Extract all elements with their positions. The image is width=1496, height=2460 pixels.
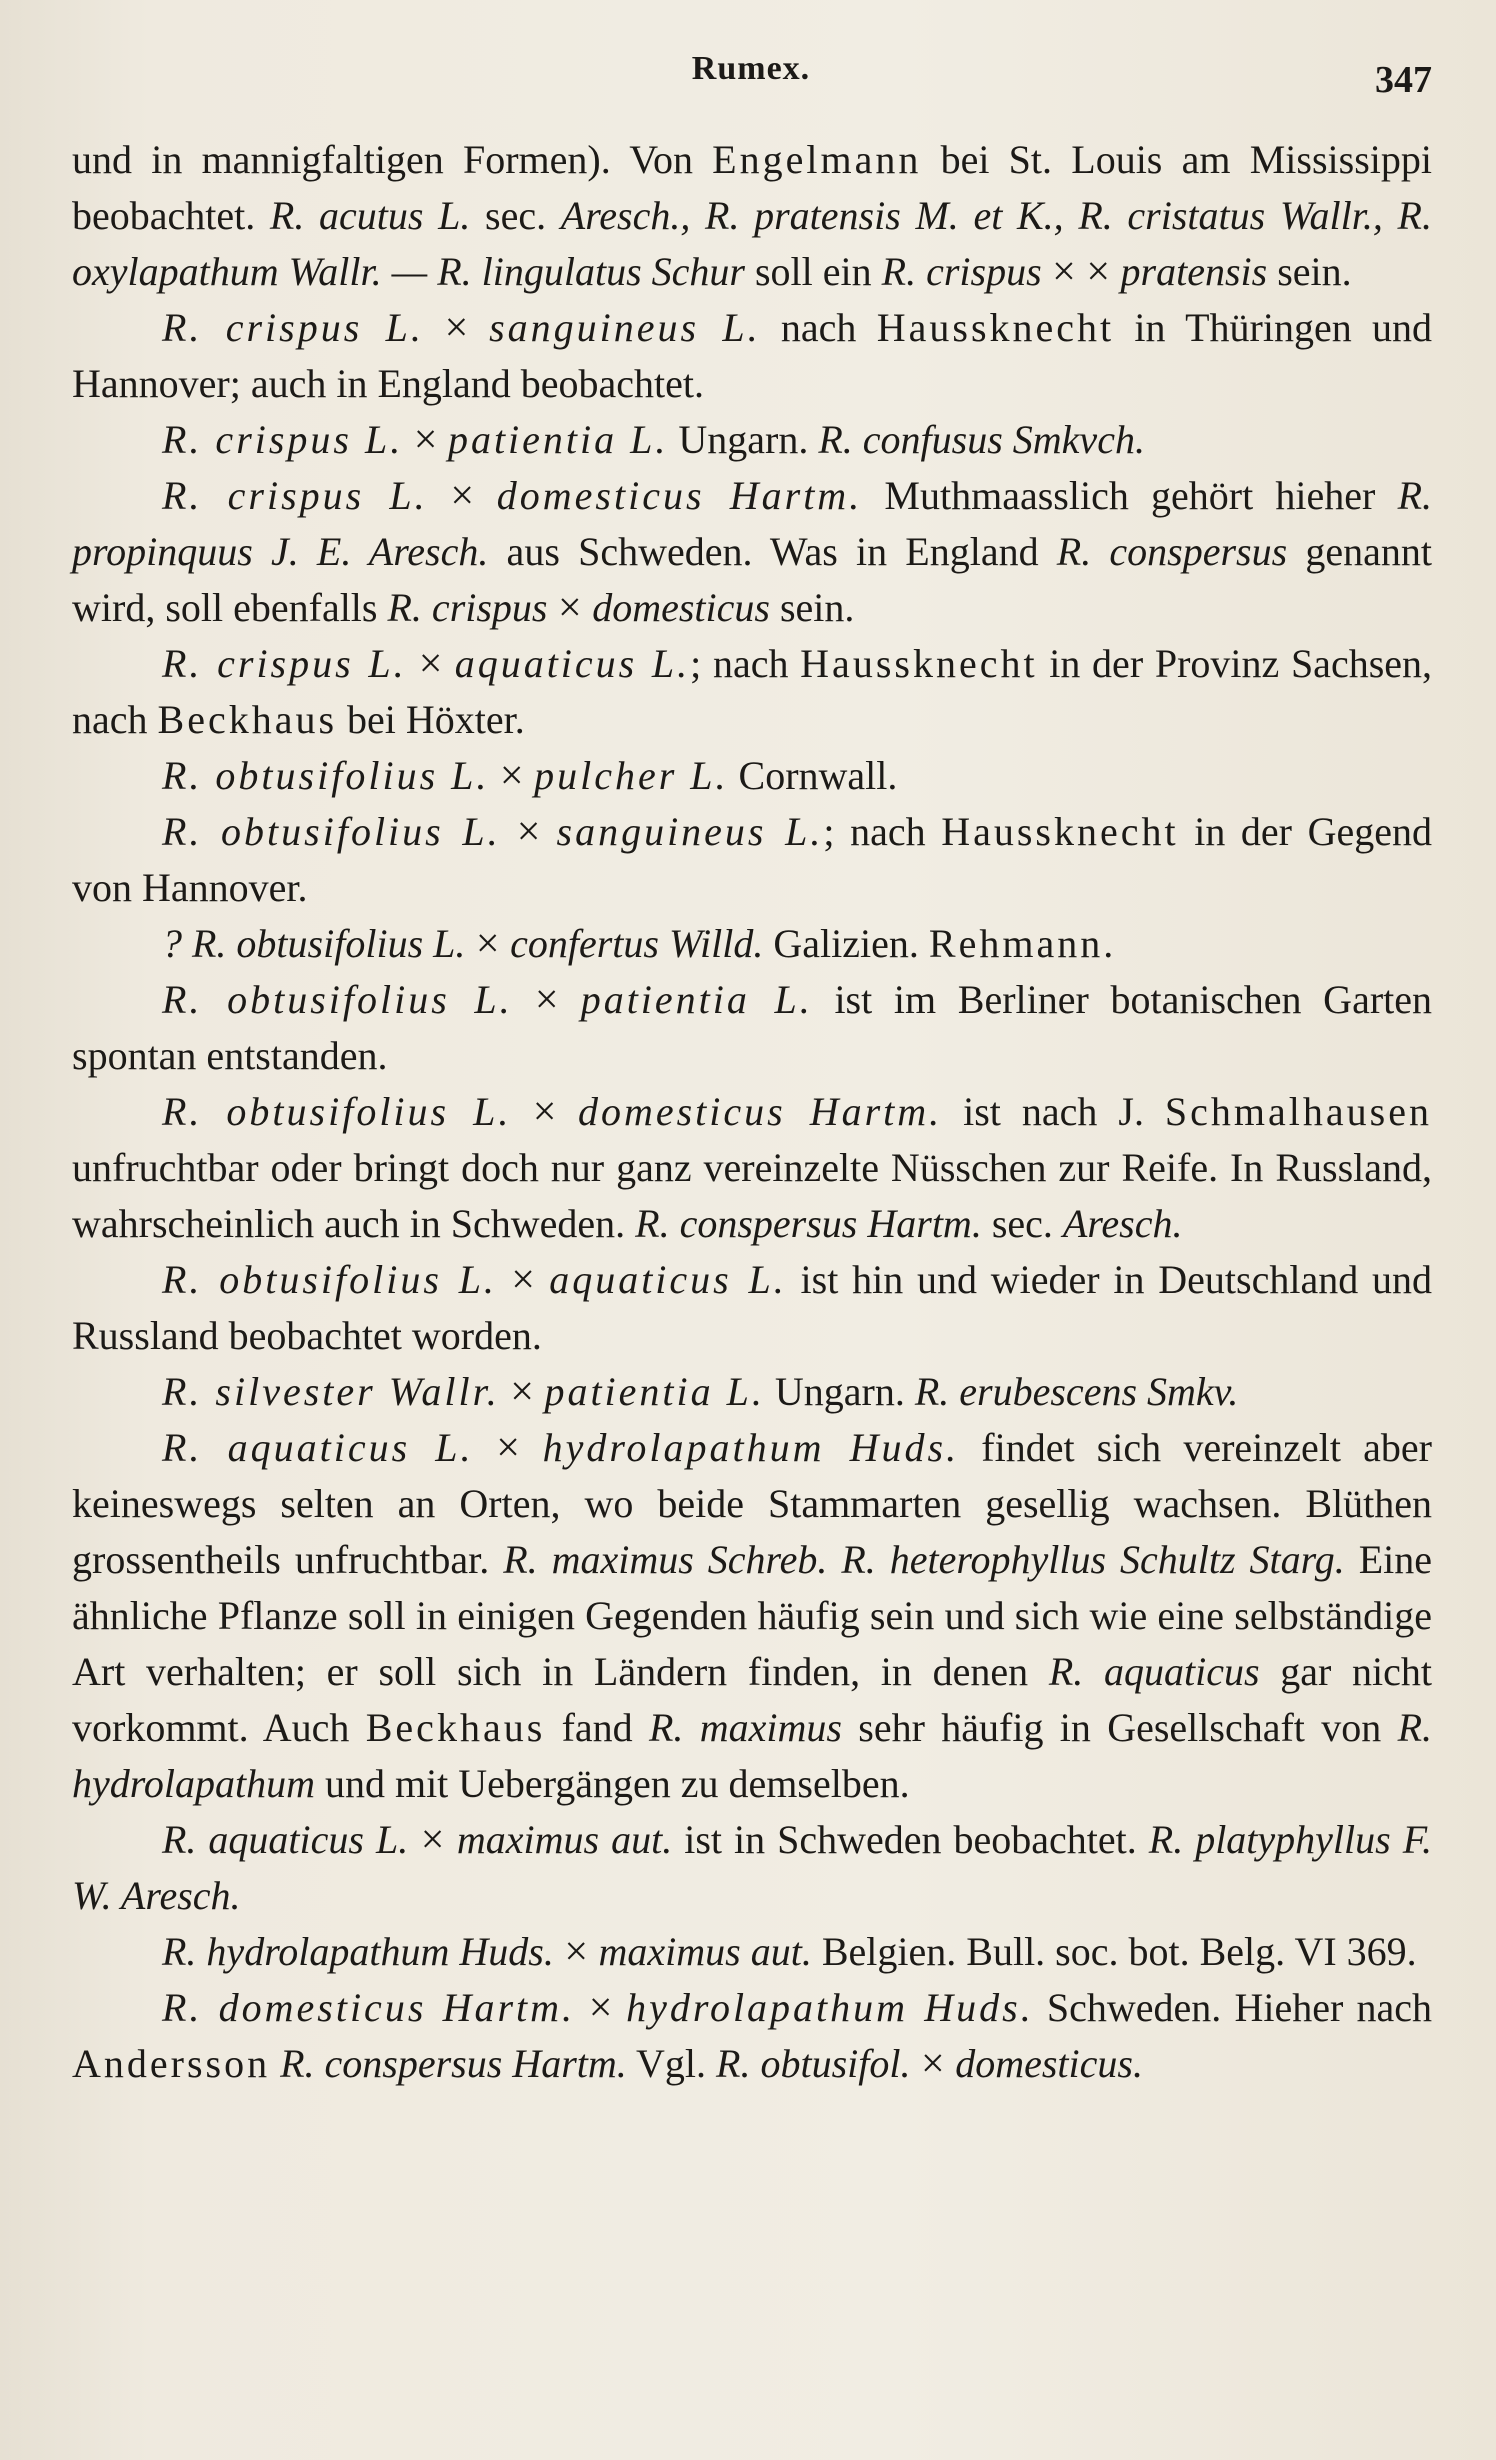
paragraph: [72, 1364, 1432, 1420]
text-segment: ; nach: [823, 809, 942, 854]
paragraph: [72, 804, 1432, 916]
hybrid-sign: ×: [406, 641, 455, 687]
body-text: [72, 132, 1432, 2092]
hybrid-sign: ×: [427, 473, 497, 519]
text-segment: Schmalhausen: [1164, 1089, 1432, 1134]
text-segment: patientia L.: [447, 417, 669, 462]
paragraph: [72, 1084, 1432, 1252]
text-segment: R. obtusifol.: [716, 2041, 911, 2086]
text-segment: R. obtusifolius L.: [162, 977, 513, 1022]
text-segment: R. crispus L.: [162, 473, 428, 518]
hybrid-sign: ×: [512, 977, 581, 1023]
paragraph: [72, 972, 1432, 1084]
text-segment: bei Höxter.: [337, 697, 525, 742]
page-number: 347: [1375, 59, 1432, 101]
running-head: Rumex.: [691, 50, 811, 87]
text-segment: R. crispus: [387, 585, 548, 630]
text-segment: ist im Berliner botanischen Garten spontan entstanden.: [72, 977, 1433, 1078]
text-segment: in der Gegend von Hannover.: [72, 809, 1433, 910]
paragraph: [72, 636, 1432, 748]
paragraph: [72, 1812, 1432, 1924]
text-segment: fand: [545, 1705, 649, 1750]
hybrid-sign: ×: [465, 921, 511, 967]
text-segment: Beckhaus: [157, 697, 338, 742]
text-segment: sein.: [769, 585, 855, 630]
text-segment: R. obtusifolius L.: [162, 809, 501, 854]
text-segment: Vgl.: [626, 2041, 717, 2086]
text-segment: findet sich vereinzelt aber keineswegs selten an Orten, wo beide Stammarten gesellig wachsen. Blüthen grossentheils unfruchtbar.: [72, 1425, 1432, 1582]
hybrid-sign: ×: [910, 2041, 956, 2087]
text-segment: Haussknecht: [941, 809, 1179, 854]
text-segment: ? R. obtusifolius L.: [162, 921, 466, 966]
text-segment: R. crispus L.: [162, 305, 424, 350]
text-segment: sec.: [981, 1201, 1063, 1246]
hybrid-sign: ×: [575, 1985, 627, 2031]
hybrid-sign: ×: [423, 305, 490, 351]
text-segment: Andersson: [72, 2041, 271, 2086]
text-segment: R. hydrolapathum: [72, 1705, 1433, 1806]
text-segment: Ungarn.: [668, 417, 819, 462]
hybrid-sign: ×: [473, 1425, 543, 1471]
paragraph: [72, 300, 1432, 412]
text-segment: Muthmaasslich gehört hieher: [862, 473, 1398, 518]
text-segment: R. erubescens Smkv.: [914, 1369, 1239, 1414]
paragraph: [72, 748, 1432, 804]
paragraph: [72, 412, 1432, 468]
text-segment: R. domesticus Hartm.: [162, 1985, 576, 2030]
page-header: [70, 40, 1432, 110]
text-segment: R. obtusifolius L.: [162, 1089, 512, 1134]
text-segment: genannt wird, soll ebenfalls: [72, 529, 1432, 630]
paragraph: [72, 132, 1432, 300]
text-segment: unfruchtbar oder bringt doch nur ganz vereinzelte Nüsschen zur Reife. In Russland, wahrscheinlich auch in Schweden.: [72, 1145, 1432, 1246]
text-segment: R. crispus L.: [162, 641, 407, 686]
hybrid-sign: ×: [511, 1089, 578, 1135]
text-segment: R. aquaticus L.: [162, 1817, 409, 1862]
text-segment: R. aquaticus L.: [162, 1425, 474, 1470]
text-segment: R. obtusifolius L.: [162, 1257, 497, 1302]
text-segment: Eine ähnliche Pflanze soll in einigen Gegenden häufig sein und sich wie eine selbständige Art verhalten; er soll sich in Ländern finden, in denen: [72, 1537, 1432, 1694]
text-segment: ist in Schweden beobachtet.: [672, 1817, 1149, 1862]
text-segment: R. conspersus Hartm.: [280, 2041, 627, 2086]
paragraph: [72, 916, 1432, 972]
text-segment: maximus aut.: [456, 1817, 673, 1862]
text-segment: domesticus.: [955, 2041, 1143, 2086]
text-segment: in der Provinz Sachsen, nach: [72, 641, 1433, 742]
text-segment: R. maximus Schreb. R. heterophyllus Schultz Starg.: [503, 1537, 1345, 1582]
text-segment: Cornwall.: [728, 753, 898, 798]
text-segment: bei St. Louis am Mississippi beobachtet.: [72, 137, 1432, 238]
text-segment: Aresch., R. pratensis M. et K., R. cristatus Wallr., R. oxylapathum Wallr. — R. lingulatus Schur: [72, 193, 1432, 294]
text-segment: maximus aut.: [598, 1929, 812, 1974]
text-segment: aquaticus L.: [549, 1257, 787, 1302]
text-segment: R. maximus: [649, 1705, 842, 1750]
text-segment: domesticus Hartm.: [577, 1089, 943, 1134]
text-segment: sanguineus L.: [556, 809, 824, 854]
text-segment: pratensis: [1120, 249, 1268, 294]
hybrid-sign: ×: [403, 417, 448, 463]
hybrid-sign: ×: [499, 1369, 545, 1415]
text-segment: sec.: [470, 193, 561, 238]
text-segment: Ungarn.: [764, 1369, 915, 1414]
text-segment: Haussknecht: [800, 641, 1038, 686]
text-segment: Beckhaus: [365, 1705, 546, 1750]
text-segment: hydrolapathum Huds.: [542, 1425, 960, 1470]
text-segment: Belgien. Bull. soc. bot. Belg. VI 369.: [811, 1929, 1417, 1974]
hybrid-sign: ×: [500, 809, 557, 855]
text-segment: patientia L.: [580, 977, 813, 1022]
text-segment: patientia L.: [544, 1369, 765, 1414]
hybrid-sign: ×: [489, 753, 535, 799]
hybrid-sign: ×: [408, 1817, 457, 1863]
text-segment: R. crispus: [881, 249, 1042, 294]
text-segment: sehr häufig in Gesellschaft von: [841, 1705, 1398, 1750]
text-segment: gar nicht vorkommt. Auch: [72, 1649, 1433, 1750]
text-segment: R. obtusifolius L.: [162, 753, 490, 798]
text-segment: R. conspersus Hartm.: [635, 1201, 982, 1246]
paragraph: [72, 1980, 1432, 2092]
text-segment: R. platyphyllus F. W. Aresch.: [72, 1817, 1432, 1918]
text-segment: R. confusus Smkvch.: [818, 417, 1145, 462]
text-segment: Schweden. Hieher nach: [1033, 1985, 1433, 2030]
text-segment: ist nach J.: [942, 1089, 1165, 1134]
text-segment: R. crispus L.: [162, 417, 404, 462]
text-segment: R. acutus L.: [269, 193, 471, 238]
text-segment: ist hin und wieder in Deutschland und Russland beobachtet worden.: [72, 1257, 1432, 1358]
text-segment: und mit Uebergängen zu demselben.: [314, 1761, 910, 1806]
text-segment: domesticus: [592, 585, 770, 630]
hybrid-sign: ×: [496, 1257, 550, 1303]
text-segment: R. conspersus: [1056, 529, 1288, 574]
hybrid-sign: ×: [547, 585, 593, 631]
text-segment: R. silvester Wallr.: [162, 1369, 500, 1414]
text-segment: soll ein: [744, 249, 882, 294]
text-segment: sanguineus L.: [489, 305, 761, 350]
text-segment: Aresch.: [1062, 1201, 1183, 1246]
text-segment: Engelmann: [712, 137, 922, 182]
text-segment: aus Schweden. Was in England: [488, 529, 1057, 574]
text-segment: R. hydrolapathum Huds.: [162, 1929, 554, 1974]
text-segment: [270, 2041, 280, 2086]
paragraph: [72, 468, 1432, 636]
text-segment: Rehmann.: [928, 921, 1117, 966]
text-segment: sein.: [1267, 249, 1352, 294]
text-segment: hydrolapathum Huds.: [626, 1985, 1034, 2030]
paragraph: [72, 1924, 1432, 1980]
text-segment: in Thüringen und Hannover; auch in England beobachtet.: [72, 305, 1433, 406]
hybrid-sign: × ×: [1041, 249, 1121, 295]
text-segment: confertus Willd.: [510, 921, 764, 966]
paragraph: [72, 1252, 1432, 1364]
text-segment: und in mannigfaltigen Formen). Von: [72, 137, 713, 182]
text-segment: aquaticus L.: [454, 641, 691, 686]
text-segment: R. aquaticus: [1048, 1649, 1260, 1694]
text-segment: pulcher L.: [534, 753, 729, 798]
text-segment: Haussknecht: [876, 305, 1115, 350]
paragraph: [72, 1420, 1432, 1812]
text-segment: ; nach: [690, 641, 801, 686]
hybrid-sign: ×: [553, 1929, 599, 1975]
text-segment: Galizien.: [763, 921, 929, 966]
text-segment: R. propinquus J. E. Aresch.: [72, 473, 1433, 574]
text-segment: domesticus Hartm.: [496, 473, 863, 518]
text-segment: nach: [760, 305, 877, 350]
